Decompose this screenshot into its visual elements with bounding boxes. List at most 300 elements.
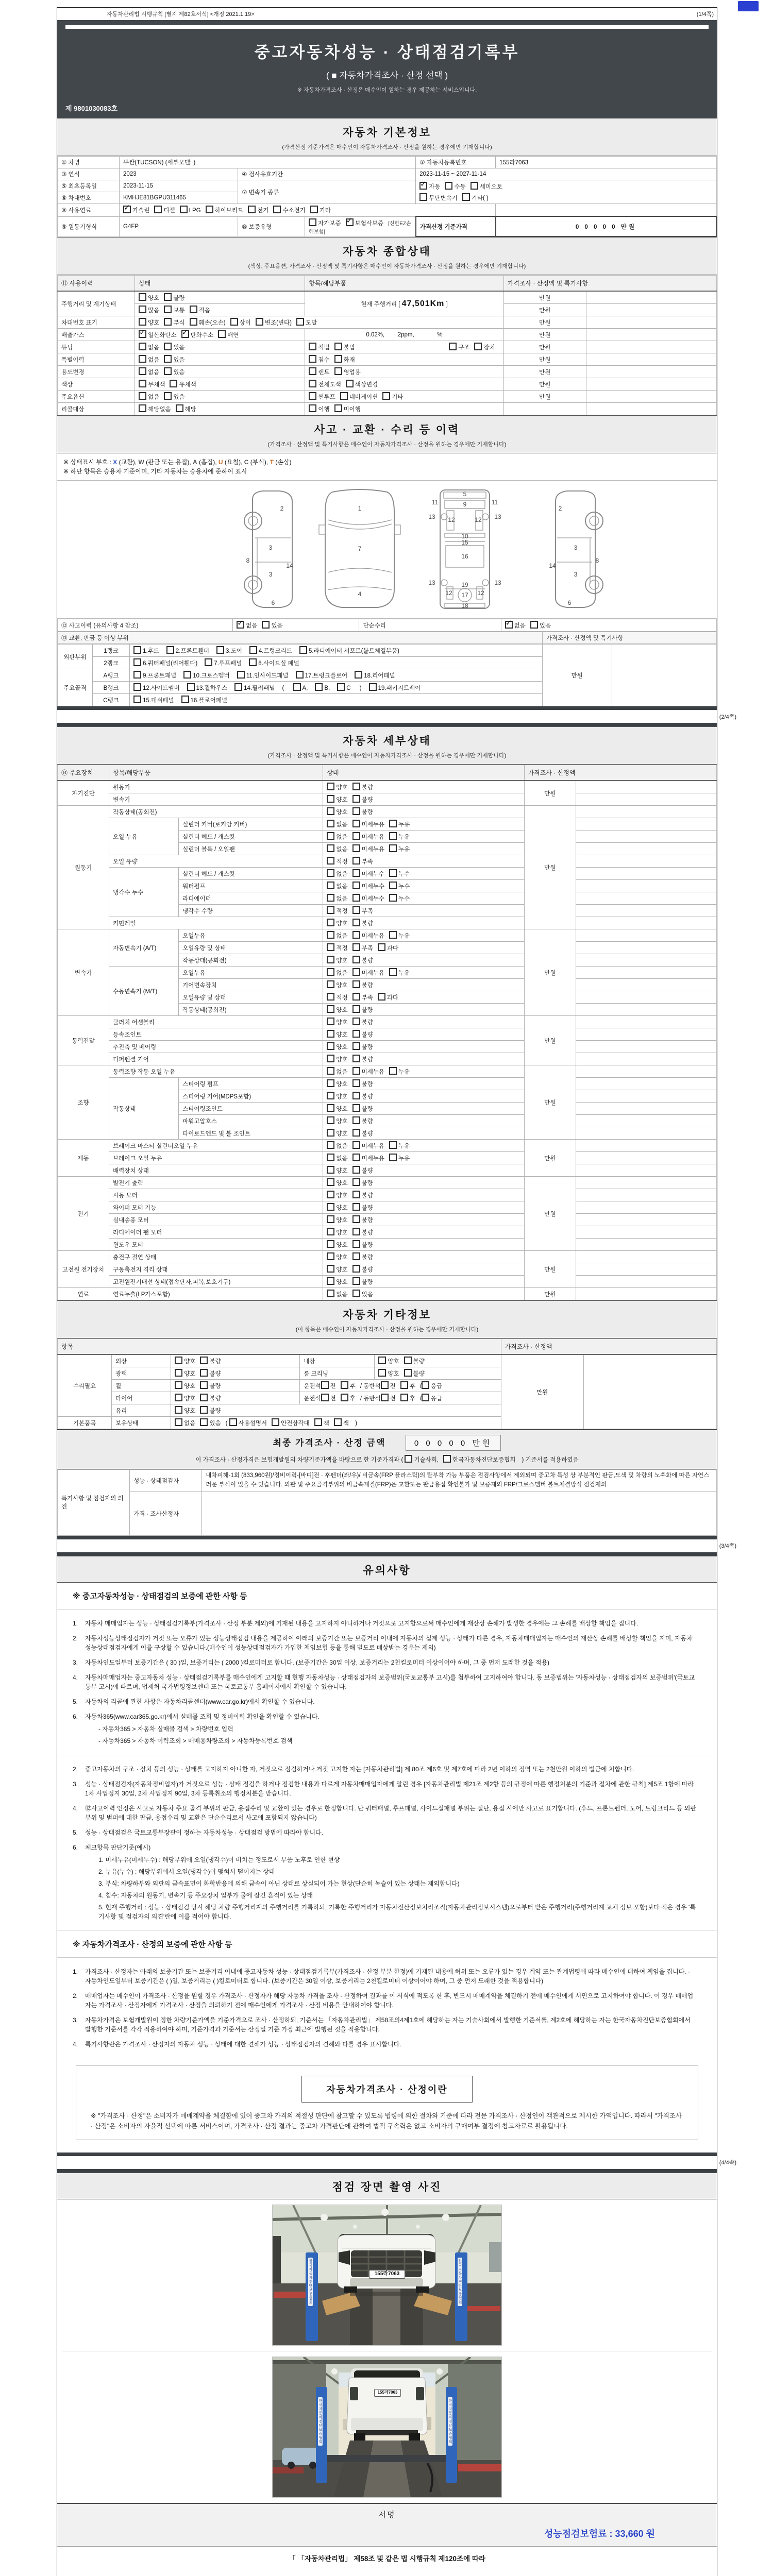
checkbox-option[interactable]: 렌트 <box>309 367 329 376</box>
detail-row: 실린더 블록 / 오일팬 없음 미세누유 누유 <box>58 843 717 855</box>
checkbox-option[interactable]: 잭 <box>334 1418 349 1427</box>
checkbox-option[interactable]: 양호 <box>327 1265 347 1274</box>
vin-mark-row: 차대번호 표기 양호 부식 훼손(오손) 상이 변조(변타) 도말 만원 <box>58 316 717 329</box>
checkbox-option[interactable]: 양호 <box>327 1030 347 1039</box>
checkbox-option[interactable]: 누수 <box>389 894 410 903</box>
checkbox-option[interactable]: 11.인사이드패널 <box>237 671 289 680</box>
checkbox-option[interactable]: 누유 <box>389 931 410 940</box>
checkbox-option[interactable]: 불량 <box>352 1030 373 1039</box>
accident-history-label: ⑫ 사고이력 (유의사항 4 참조) <box>58 619 233 632</box>
checkbox-option[interactable]: 불량 <box>352 1228 373 1236</box>
checkbox-option[interactable]: 구조 <box>449 343 469 351</box>
detail-row: 냉각수 누수 실린더 헤드 / 개스킷 없음 미세누수 누수 <box>58 868 717 880</box>
checkbox-option[interactable]: 미세누유 <box>352 832 384 841</box>
checkbox-option[interactable]: 양호 <box>327 1055 347 1063</box>
notice-item: 6. 자동차365(www.car365.go.kr)에서 실매물 조회 및 정비이력 확인을 확인할 수 있습니다. <box>73 1713 320 1720</box>
checkbox-option[interactable]: 장치 <box>474 343 495 351</box>
checkbox-option[interactable]: 없음 <box>139 392 159 401</box>
checkbox-option[interactable]: ✓ 일산화탄소 <box>139 330 177 339</box>
vehicle-diagram <box>57 481 717 619</box>
checkbox-option[interactable]: 없음 <box>327 1290 347 1298</box>
checkbox-option[interactable]: 없음 <box>327 968 347 977</box>
price-appraisal-box-title: 자동차가격조사 · 산정이란 <box>301 2076 473 2103</box>
checkbox-option[interactable]: 부족 <box>352 993 373 1002</box>
detail-row: 파워고압호스 양호 불량 <box>58 1115 717 1127</box>
checkbox-option[interactable]: 네비게이션 <box>340 392 378 401</box>
checkbox-option[interactable]: 해당없음 <box>139 404 171 413</box>
checkbox-option[interactable]: 부족 <box>352 943 373 952</box>
svg-text:13: 13 <box>428 579 435 586</box>
checkbox-option[interactable]: 미세누유 <box>352 1067 384 1076</box>
checkbox-option[interactable]: 있음 <box>164 355 184 364</box>
notices-list-a <box>57 1609 717 1755</box>
checkbox-option[interactable]: 양호 <box>327 1252 347 1261</box>
checkbox-option[interactable]: 있음 <box>164 392 184 401</box>
checkbox-option[interactable]: 색상변경 <box>346 380 378 388</box>
detail-row: 와이퍼 모터 기능 양호 불량 <box>58 1201 717 1214</box>
checkbox-option[interactable]: 미세누유 <box>352 820 384 828</box>
checkbox-option[interactable]: 적정 <box>327 943 347 952</box>
checkbox-option[interactable]: 디젤 <box>154 206 175 214</box>
checkbox-option[interactable]: 양호 <box>327 1092 347 1100</box>
checkbox-option[interactable]: 불량 <box>352 1277 373 1286</box>
checkbox-option[interactable]: 양호 <box>175 1394 195 1402</box>
checkbox-option[interactable]: 불량 <box>200 1381 221 1390</box>
checkbox-option[interactable]: 양호 <box>327 795 347 804</box>
checkbox-option[interactable]: 양호 <box>327 807 347 816</box>
checkbox-option[interactable]: 불량 <box>352 1215 373 1224</box>
checkbox-option[interactable]: 양호 <box>378 1357 399 1365</box>
checkbox-option[interactable]: 불량 <box>352 795 373 804</box>
viewer-corner-button[interactable] <box>738 1 759 11</box>
section-basic-info-header: 자동차 기본정보 (가격산정 기준가격은 매수인이 자동차가격조사 · 산정을 원하는 경우에만 기재합니다) <box>57 118 717 156</box>
checkbox-option[interactable]: 14.필러패널 <box>234 683 275 692</box>
detail-row: 등속조인트 양호 불량 <box>58 1028 717 1041</box>
checkbox-option[interactable]: 양호 <box>327 1129 347 1138</box>
basic-info-table: ① 차명 투싼(TUCSON) (세부모델: ) ② 자동차등록번호 155라7063 ③ 연식 2023 ④ 검사유효기간 2023-11-15 ~ 2027-11-14 ⑤ 최초등록일 2023-11-15 ⑦ 변속기 종류 ✓자동 수동 세미오토 무단변속기 기타( ) ⑥ 차대번호 KMHJE81BGPU311465 ⑧ 사용연료 ✓ 가솔린 디젤 LPG 하이브리드 전기 수소전기 기타 ⑨ 원동기형식 G4FP ⑩ 보증유형 자가보증 ✓ 보험사보증 [신한EZ손해보험] 가격산정 기준가격 0 0 0 0 0 만원 <box>57 156 717 237</box>
lift-post-label: 한국자동차진단보증협회 <box>318 2397 323 2446</box>
checkbox-option[interactable]: 불량 <box>352 1042 373 1051</box>
checkbox-option[interactable]: 양호 <box>327 1018 347 1026</box>
notice-subitem: 2. 누유(누수) : 해당부위에서 오일(냉각수)이 맺혀서 떨어지는 상태 <box>98 1868 275 1875</box>
checkbox-option[interactable]: 양호 <box>327 1228 347 1236</box>
checkbox-option[interactable]: 많음 <box>139 306 159 314</box>
checkbox-option[interactable]: 부식 <box>164 318 184 327</box>
checkbox-option[interactable]: 8.사이드실 패널 <box>249 658 299 667</box>
section-other-info-header: 자동차 기타정보 (이 항목은 매수인이 자동차가격조사 · 산정을 원하는 경우에만 기재합니다) <box>57 1300 717 1338</box>
svg-text:17: 17 <box>461 591 468 599</box>
checkbox-option[interactable]: 불량 <box>200 1357 221 1365</box>
checkbox-option[interactable]: 없음 <box>327 1154 347 1162</box>
detail-row: 수동변속기 (M/T) 오일누유 없음 미세누유 누유 <box>58 967 717 979</box>
checkbox-option[interactable]: 세미오토 <box>470 182 502 191</box>
inspection-record-document <box>57 7 736 2576</box>
checkbox-option[interactable]: 유채색 <box>170 380 196 388</box>
checkbox-option[interactable]: ✓ 가솔린 <box>123 206 149 214</box>
checkbox-option[interactable]: 3.도어 <box>216 646 242 655</box>
checkbox-option[interactable]: C <box>337 683 350 691</box>
notice-subitem: 5. 현재 주행거리 : 성능 · 상태점검 당시 해당 차량 주행거리계의 주행거리를 기록하되, 기록한 주행거리가 자동차전산정보처리조직(자동차관리정보시스템)으로부터 받은 주행거리(주행거리계 교체 정보 포함)보다 적은 경우 '특기사항 및 점검자의 의견'란에 이를 적어야 합니다. <box>98 1903 696 1920</box>
other-info-table: 항목 가격조사 · 산정액 수리필요 외장 양호 불량 내장 양호 불량 만원 광택 양호 불량 룸 크리닝 양호 불량 휠 양호 불량 운전석 전 후 / 동반석 전 후 / 응급 타이어 양호 불량 운전석 전 후 / 동반석 전 후 / 응급 유리 양호 불량 기본품목 보유상태 없음 있음 ( 사용설명서 안전삼각대 잭 잭 ) <box>57 1338 717 1429</box>
checkbox-option[interactable]: 미세누수 <box>352 894 384 903</box>
checkbox-option[interactable]: 부족 <box>352 857 373 866</box>
notice-item: 3. 성능 · 상태점검자(자동차정비업자)가 거짓으로 성능 · 상태 점검을 하거나 점검한 내용과 다르게 자동차매매업자에게 알린 경우 [자동차관리법 제21조 제2항 등의 규정에 따른 행정처분의 기준과 절차에 관한 규칙] 제5조 1항에 따라 1차 사업정지 30일, 2차 사업정지 90일, 3차 등록취소의 행정처분을 받습니다. <box>73 1780 694 1797</box>
checkbox-option[interactable]: 양호 <box>327 1178 347 1187</box>
checkbox-option[interactable]: 썬루프 <box>309 392 335 401</box>
checkbox-option[interactable]: 하이브리드 <box>206 206 244 214</box>
notice-item: 1. 가격조사 · 산정자는 아래의 보증기간 또는 보증거리 이내에 중고자동차 성능 · 상태점검기록부(가격조사 · 산정 부분 한정)에 기재된 내용에 허위 또는 오류가 있는 경우 계약 또는 관계법령에 따라 매수인에 대하여 책임을 집니다. · 자동차인도일부터 보증기간은 ( )일, 보증거리는 ( )킬로미터로 합니다. (보증기간은 30일 이상, 보증거리는 2천킬로미터 이상이어야 하며, 그 중 먼저 도래한 것을 적용합니다) <box>73 1968 690 1985</box>
checkbox-option[interactable]: ✓ 탄화수소 <box>181 330 213 339</box>
mileage-row: 주행거리 및 계기상태 양호 불량 현재 주행거리 [ 47,501Km ] 만원 <box>58 291 717 304</box>
checkbox-option[interactable]: 있음 <box>262 621 282 630</box>
final-price-label: 최종 가격조사 · 산정 금액 <box>273 1438 386 1448</box>
checkbox-option[interactable]: 미세누유 <box>352 931 384 940</box>
checkbox-option[interactable]: 후 <box>341 1394 356 1402</box>
checkbox-option[interactable]: 미세누수 <box>352 869 384 878</box>
checkbox-option[interactable]: 없음 <box>327 894 347 903</box>
checkbox-option[interactable]: 2.프론트휀더 <box>166 646 209 655</box>
checkbox-option[interactable]: 불량 <box>352 1252 373 1261</box>
checkbox-option[interactable]: ✓ 없음 <box>505 621 526 630</box>
checkbox-option[interactable]: 자가보증 <box>309 218 341 227</box>
svg-text:18: 18 <box>461 602 468 609</box>
checkbox-option[interactable]: 있음 <box>200 1418 221 1427</box>
svg-text:13: 13 <box>428 513 435 520</box>
checkbox-option[interactable]: 불량 <box>352 1005 373 1014</box>
checkbox-option[interactable]: 불량 <box>352 1116 373 1125</box>
notice-item: 4. 특기사항란은 가격조사 · 산정자의 자동차 성능 · 상태에 대한 견해가 성능 · 상태점검자의 견해와 다를 경우 표시합니다. <box>73 2040 401 2048</box>
checkbox-option[interactable]: 누유 <box>389 968 410 977</box>
checkbox-option[interactable]: 불량 <box>352 1055 373 1063</box>
checkbox-option[interactable]: 후 <box>341 1381 356 1390</box>
checkbox-option[interactable]: 침수 <box>309 355 329 364</box>
checkbox-option[interactable]: 없음 <box>327 869 347 878</box>
checkbox-option[interactable]: 과다 <box>378 943 398 952</box>
vehicle-diagram-svg <box>57 484 716 613</box>
checkbox-option[interactable]: 불량 <box>352 783 373 791</box>
checkbox-option[interactable]: 불량 <box>352 1203 373 1212</box>
checkbox-option[interactable]: 불량 <box>352 1191 373 1199</box>
inspection-period-value: 2023-11-15 ~ 2027-11-14 <box>416 168 716 180</box>
svg-text:5: 5 <box>463 490 467 498</box>
checkbox-option[interactable]: 누유 <box>389 1067 410 1076</box>
detail-row: 연료 연료누출(LP가스포함) 없음 있음 만원 <box>58 1288 717 1300</box>
notices-list-b <box>57 1755 717 1931</box>
checkbox-option[interactable]: 불량 <box>352 1092 373 1100</box>
checkbox-option[interactable]: 5.라디에이터 서포트(볼트체결부품) <box>299 646 399 655</box>
checkbox-option[interactable]: 있음 <box>352 1290 373 1298</box>
svg-text:12: 12 <box>475 516 482 523</box>
document-number: 제 9801030083호 <box>65 105 118 112</box>
checkbox-option[interactable]: A, <box>293 683 308 691</box>
checkbox-option[interactable]: 미세누유 <box>352 968 384 977</box>
checkbox-option[interactable]: 전 <box>321 1381 336 1390</box>
checkbox-option[interactable]: 17.트렁크플로어 <box>296 671 348 680</box>
checkbox-option[interactable]: 보통 <box>164 306 184 314</box>
checkbox-option[interactable]: 한국자동차진단보증협회 <box>443 1455 515 1464</box>
checkbox-option[interactable]: 적음 <box>190 306 210 314</box>
checkbox-option[interactable]: 양호 <box>327 1203 347 1212</box>
svg-text:11: 11 <box>491 499 498 506</box>
checkbox-option[interactable]: 누수 <box>389 869 410 878</box>
checkbox-option[interactable]: 불량 <box>352 1018 373 1026</box>
checkbox-option[interactable]: 미세누수 <box>352 882 384 890</box>
checkbox-option[interactable]: 영업용 <box>334 367 361 376</box>
checkbox-option[interactable]: ✓ 보험사보증 <box>346 218 384 227</box>
checkbox-option[interactable]: 불량 <box>404 1369 425 1378</box>
notice-item: 3. 자동차가격은 보험개발원이 정한 차량기준가액을 기준가격으로 조사 · 산정하되, 기준서는 「자동차관리법」 제58조의4제1호에 해당하는 자는 기술사회에서 발행한 기준서를, 제2호에 해당하는 자는 한국자동차진단보증협회에서 발행한 기준서를 각각 적용하여야 하며, 기준가격과 기준서는 산정일 기준 가장 최근에 발행된 것을 적용합니다. <box>73 2016 691 2033</box>
checkbox-option[interactable]: 훼손(오손) <box>190 318 226 327</box>
detail-row: 기어변속장치 양호 불량 <box>58 979 717 991</box>
form-caption <box>57 8 717 20</box>
checkbox-option[interactable]: 양호 <box>327 783 347 791</box>
checkbox-option[interactable]: 양호 <box>327 1277 347 1286</box>
checkbox-option[interactable]: 1.후드 <box>133 646 159 655</box>
checkbox-option[interactable]: 양호 <box>175 1406 195 1415</box>
checkbox-option[interactable]: 있음 <box>164 367 184 376</box>
special-history-row: 특별이력 없음 있음 침수 화재 만원 <box>58 353 717 366</box>
detail-row: 변속기 자동변속기 (A/T) 오일누유 없음 미세누유 누유 만원 <box>58 929 717 942</box>
final-price-row <box>57 1429 717 1469</box>
checkbox-option[interactable]: 양호 <box>139 318 159 327</box>
checkbox-option[interactable]: 불량 <box>352 1104 373 1113</box>
checkbox-option[interactable]: 기타( ) <box>462 193 489 202</box>
checkbox-option[interactable]: 미세누유 <box>352 1154 384 1162</box>
checkbox-option[interactable]: 누유 <box>389 1141 410 1150</box>
checkbox-option[interactable]: 전 <box>321 1394 336 1402</box>
checkbox-option[interactable]: 상이 <box>230 318 251 327</box>
checkbox-option[interactable]: 없음 <box>327 931 347 940</box>
checkbox-option[interactable]: 불량 <box>200 1394 221 1402</box>
svg-text:14: 14 <box>286 562 293 569</box>
checkbox-option[interactable]: 9.프론트패널 <box>133 671 176 680</box>
checkbox-option[interactable]: 불량 <box>352 1240 373 1249</box>
checkbox-option[interactable]: 잭 <box>314 1418 329 1427</box>
legend-note: ※ 하단 항목은 승용차 기준이며, 기타 자동차는 승용차에 준하여 표시 <box>63 468 247 475</box>
inspection-photo-front <box>272 2205 502 2346</box>
detail-row: 커먼레일 양호 불량 <box>58 917 717 929</box>
checkbox-option[interactable]: B, <box>315 683 330 691</box>
section-detail-state-header: 자동차 세부상태 (가격조사 · 산정액 및 특기사항은 매수인이 자동차가격조사 · 산정을 원하는 경우에만 기재합니다) <box>57 726 717 765</box>
checkbox-option[interactable]: 응급 <box>422 1381 442 1390</box>
checkbox-option[interactable]: 수동 <box>445 182 465 191</box>
checkbox-option[interactable]: 양호 <box>327 1042 347 1051</box>
checkbox-option[interactable]: 불법 <box>334 343 355 351</box>
checkbox-option[interactable]: 양호 <box>327 1191 347 1199</box>
svg-text:14: 14 <box>549 562 556 569</box>
checkbox-option[interactable]: 16.플로어패널 <box>181 696 228 704</box>
checkbox-option[interactable]: 화재 <box>334 355 355 364</box>
checkbox-option[interactable]: 양호 <box>327 1104 347 1113</box>
checkbox-option[interactable]: 후 <box>400 1394 415 1402</box>
checkbox-option[interactable]: 없음 <box>327 820 347 828</box>
checkbox-option[interactable]: LPG <box>180 206 201 214</box>
checkbox-option[interactable]: 불량 <box>200 1406 221 1415</box>
checkbox-option[interactable]: 양호 <box>327 1166 347 1175</box>
year-value: 2023 <box>120 168 238 180</box>
checkbox-option[interactable]: 18.리어패널 <box>355 671 395 680</box>
car-name-label: ① 차명 <box>58 157 120 168</box>
notices-list-c <box>57 1958 717 2059</box>
checkbox-option[interactable]: 없음 <box>139 355 159 364</box>
detail-row: 조향 동력조향 작동 오일 누유 없음 미세누유 누유 만원 <box>58 1065 717 1078</box>
detail-row: 구동축전지 격리 상태 양호 불량 <box>58 1263 717 1276</box>
checkbox-option[interactable]: 7.루프패널 <box>205 658 242 667</box>
notice-item: 6. 체크항목 판단기준(예시) <box>73 1843 151 1851</box>
recall-row: 리콜대상 해당없음 해당 이행 미이행 <box>58 403 717 415</box>
checkbox-option[interactable]: 누수 <box>389 882 410 890</box>
checkbox-option[interactable]: 미이행 <box>334 404 361 413</box>
base-price-value: 0 0 0 0 0 만원 <box>496 216 716 236</box>
checkbox-option[interactable]: 후 <box>400 1381 415 1390</box>
checkbox-option[interactable]: 기타 <box>310 206 331 214</box>
checkbox-option[interactable]: 양호 <box>327 1116 347 1125</box>
checkbox-option[interactable]: 4.트렁크리드 <box>249 646 292 655</box>
checkbox-option[interactable]: 누유 <box>389 820 410 828</box>
checkbox-option[interactable]: 불량 <box>200 1369 221 1378</box>
checkbox-option[interactable]: 미세누유 <box>352 844 384 853</box>
checkbox-option[interactable]: 양호 <box>327 1079 347 1088</box>
detail-row: 오일 유량 적정 부족 <box>58 855 717 868</box>
checkbox-option[interactable]: 불량 <box>352 1129 373 1138</box>
checkbox-option[interactable]: 부족 <box>352 906 373 915</box>
checkbox-option[interactable]: 적법 <box>309 343 329 351</box>
checkbox-option[interactable]: 전기 <box>248 206 268 214</box>
checkbox-option[interactable]: 불량 <box>164 293 184 302</box>
reg-no-label: ② 자동차등록번호 <box>416 157 496 168</box>
checkbox-option[interactable]: 과다 <box>378 993 398 1002</box>
checkbox-option[interactable]: 이행 <box>309 404 329 413</box>
svg-text:3: 3 <box>268 544 273 551</box>
detail-row: 스티어링조인트 양호 불량 <box>58 1103 717 1115</box>
checkbox-option[interactable]: 응급 <box>422 1394 442 1402</box>
checkbox-option[interactable]: 양호 <box>327 980 347 989</box>
emission-values: 0.02%, 2ppm, % <box>305 329 503 341</box>
checkbox-option[interactable]: 양호 <box>175 1369 195 1378</box>
checkbox-option[interactable]: 15.대쉬패널 <box>133 696 174 704</box>
checkbox-option[interactable]: 양호 <box>327 1240 347 1249</box>
notice-subitem: 4. 침수: 자동차의 원동기, 변속기 등 주요장치 일부가 물에 잠긴 흔적이 있는 상태 <box>98 1891 313 1899</box>
legal-footer: 「 「자동차관리법」 제58조 및 같은 법 시행규칙 제120조에 따라 <box>57 2546 717 2576</box>
inspection-photo-rear <box>272 2357 502 2498</box>
checkbox-option[interactable]: 전 <box>381 1381 396 1390</box>
checkbox-option[interactable]: 없음 <box>327 844 347 853</box>
checkbox-option[interactable]: 없음 <box>139 343 159 351</box>
checkbox-option[interactable]: 불량 <box>352 980 373 989</box>
notice-item: 2. 매매업자는 매수인이 가격조사 · 산정을 원할 경우 가격조사 · 산정자가 해당 자동차 가격을 조사 · 산정하여 결과를 이 서식에 적도록 한 후, 반드시 매매계약을 체결하기 전에 매수인에게 서면으로 고지하여야 합니다. 이 경우 매매업자는 가격조사 · 산정자에게 가격조사 · 산정을 의뢰하기 전에 매수인에게 가격조사 · 산정 비용을 안내하여야 합니다. <box>73 1992 694 2009</box>
checkbox-option[interactable]: 전체도색 <box>309 380 341 388</box>
checkbox-option[interactable]: 무단변속기 <box>419 193 458 202</box>
svg-text:19: 19 <box>461 581 468 588</box>
checkbox-option[interactable]: 13.휠하우스 <box>187 683 227 692</box>
checkbox-option[interactable]: 불량 <box>352 1166 373 1175</box>
checkbox-option[interactable]: 누유 <box>389 1154 410 1162</box>
detail-row: 작동상태 스티어링 펌프 양호 불량 <box>58 1078 717 1090</box>
checkbox-option[interactable]: ✓ 없음 <box>237 621 257 630</box>
checkbox-option[interactable]: 변조(변타) <box>256 318 292 327</box>
checkbox-option[interactable]: 기술사회, <box>405 1455 439 1464</box>
checkbox-option[interactable]: 적정 <box>327 857 347 866</box>
detail-state-table: ⑭ 주요장치 항목/해당부품 상태 가격조사 · 산정액 자기진단 원동기 양호 불량 만원 변속기 양호 불량 원동기 작동상태(공회전) 양호 불량 만원 오일 누유 실린더 커버(로커암 커버) 없음 미세누유 누유 실린더 헤드 / 개스킷 없음 미세누유 누유 실린더 블록 / 오일팬 없음 미세누유 누유 오일 유량 적정 부족 냉각수 누수 실린더 헤드 / 개스킷 없음 미세누수 누수 워터펌프 없음 미세누수 누수 라디에이터 없음 미세누수 누수 냉각수 수량 적정 부족 커먼레일 양호 불량 변속기 자동변속기 (A/T) 오일누유 없음 미세누유 누유 만원 오일유량 및 상태 적정 부족 과다 작동상태(공회전) 양호 불량 수동변속기 (M/T) 오일누유 없음 미세누유 누유 기어변속장치 양호 불량 오일유량 및 상태 적정 부족 과다 작동상태(공회전) 양호 불량 동력전달 클러치 어셈블리 양호 불량 만원 등속조인트 양호 불량 추진축 및 베어링 양호 불량 디퍼렌셜 기어 양호 불량 조향 동력조향 작동 오일 누유 없음 미세누유 누유 만원 작동상태 스티어링 펌프 양호 불량 스티어링 기어(MDPS포함) 양호 불량 스티어링조인트 양호 불량 파워고압호스 양호 불량 타이로드엔드 및 볼 조인트 양호 불량 제동 브레이크 마스터 실린더오일 누유 없음 미세누유 누유 만원 브레이크 오일 누유 없음 미세누유 누유 배력장치 상태 양호 불량 전기 발전기 출력 양호 불량 만원 시동 모터 양호 불량 와이퍼 모터 기능 양호 불량 실내송풍 모터 양호 불량 라디에이터 팬 모터 양호 불량 윈도우 모터 양호 불량 고전원 전기장치 충전구 절연 상태 양호 불량 만원 구동축전지 격리 상태 양호 불량 고전원전기배선 상태(접속단자,피복,보호기구) 양호 불량 연료 연료누출(LP가스포함) 없음 있음 만원 <box>57 765 717 1300</box>
checkbox-option[interactable]: 불량 <box>352 919 373 927</box>
checkbox-option[interactable]: 양호 <box>327 956 347 964</box>
checkbox-option[interactable]: 없음 <box>327 1067 347 1076</box>
checkbox-option[interactable]: 도말 <box>296 318 317 327</box>
checkbox-option[interactable]: 양호 <box>327 1005 347 1014</box>
checkbox-option[interactable]: 적정 <box>327 906 347 915</box>
checkbox-option[interactable]: ✓자동 <box>419 182 440 191</box>
checkbox-option[interactable]: 불량 <box>404 1357 425 1365</box>
checkbox-option[interactable]: 없음 <box>327 1141 347 1150</box>
checkbox-option[interactable]: 양호 <box>175 1357 195 1365</box>
checkbox-option[interactable]: 무채색 <box>139 380 165 388</box>
checkbox-option[interactable]: 안전삼각대 <box>272 1418 310 1427</box>
svg-text:12: 12 <box>445 589 452 597</box>
checkbox-option[interactable]: 기타 <box>382 392 403 401</box>
checkbox-option[interactable]: 양호 <box>327 919 347 927</box>
checkbox-option[interactable]: 불량 <box>352 956 373 964</box>
lift-post-label: 한국자동차진단보증협회 <box>458 2258 462 2306</box>
checkbox-option[interactable]: 수소전기 <box>273 206 305 214</box>
checkbox-option[interactable]: 불량 <box>352 1178 373 1187</box>
svg-text:1: 1 <box>358 505 362 512</box>
checkbox-option[interactable]: 양호 <box>139 293 159 302</box>
checkbox-option[interactable]: 있음 <box>164 343 184 351</box>
checkbox-option[interactable]: 양호 <box>175 1381 195 1390</box>
detail-row: 브레이크 오일 누유 없음 미세누유 누유 <box>58 1152 717 1164</box>
document-note: ※ 자동차가격조사 · 산정은 매수인이 원하는 경우 제공하는 서비스입니다. <box>297 87 477 93</box>
lift-post-label: 한국자동차진단보증협회 <box>448 2397 452 2446</box>
rank-row: 외판부위 1랭크 1.후드 2.프론트휀더 3.도어 4.트렁크리드 5.라디에이터 서포트(볼트체결부품) 만원 <box>58 645 717 657</box>
checkbox-option[interactable]: 불량 <box>352 1265 373 1274</box>
checkbox-option[interactable]: 불량 <box>352 807 373 816</box>
checkbox-option[interactable]: 누유 <box>389 832 410 841</box>
checkbox-option[interactable]: 6.쿼터패널(리어휀다) <box>133 658 197 667</box>
detail-row: 스티어링 기어(MDPS포함) 양호 불량 <box>58 1090 717 1103</box>
detail-row: 냉각수 수량 적정 부족 <box>58 905 717 917</box>
title-block <box>57 20 717 118</box>
rank-row: C랭크 15.대쉬패널 16.플로어패널 <box>58 694 717 706</box>
svg-text:7: 7 <box>358 545 362 552</box>
checkbox-option[interactable]: 없음 <box>139 367 159 376</box>
checkbox-option[interactable]: 전 <box>381 1394 396 1402</box>
notice-item: 4. ⑫사고이력 인정은 사고로 자동차 주요 골격 부위의 판금, 용접수리 및 교환이 있는 경우로 한정합니다. 단 쿼터패널, 루프패널, 사이드실패널 부위는 절단, 용접 시에만 사고로 표기합니다. (후드, 프론트펜더, 도어, 트렁크리드 등 외판 부위 및 범퍼에 대한 판금, 용접수리 및 교환은 단순수리로서 사고에 포함되지 않습니다) <box>73 1804 696 1821</box>
lift-post-label: 한국자동차진단보증협회 <box>308 2258 313 2306</box>
checkbox-option[interactable]: 19.패키지트레이 <box>369 683 421 692</box>
notice-item: 3. 자동차인도일부터 보증기간은 ( 30 )일, 보증거리는 ( 2000 )킬로미터로 합니다. (보증기간은 30일 이상, 보증거리는 2천킬로미터 이상이어야 하며, 그 중 먼저 도래한 것을 적용) <box>73 1658 550 1666</box>
accident-history-row <box>57 619 717 632</box>
checkbox-option[interactable]: 12.사이드멤버 <box>133 683 180 692</box>
checkbox-option[interactable]: 적정 <box>327 993 347 1002</box>
checkbox-option[interactable]: 10.크로스멤버 <box>183 671 230 680</box>
page-marker-1: (1/4쪽) <box>696 11 714 18</box>
checkbox-option[interactable]: 없음 <box>327 832 347 841</box>
checkbox-option[interactable]: 없음 <box>175 1418 195 1427</box>
checkbox-option[interactable]: 없음 <box>327 882 347 890</box>
checkbox-option[interactable]: 있음 <box>530 621 551 630</box>
checkbox-option[interactable]: 양호 <box>378 1369 399 1378</box>
checkbox-option[interactable]: 누유 <box>389 844 410 853</box>
checkbox-option[interactable]: 미세누유 <box>352 1141 384 1150</box>
checkbox-option[interactable]: 사용설명서 <box>229 1418 267 1427</box>
opinions-table: 특기사항 및 점검자의 의견 성능 · 상태점검자 내차피해-1회 (833,960원)/정비이력-[바디]전 · 후펜더(좌/우)/ 비금속(FRP 플라스틱)의 탈부착 가능 부품은 점검사항에서 제외되며 중고차 특성 상 부분적인 판금,도색 및 차량의 노후화에 따른 자연스러운 부식이 있을 수 있습니다. 외판 및 주요골격부위의 비금속재질(FRP)은 교환또는 판금용접 확인불가 및 보증제외 FRP/크로스멤버 볼트체결방식 점검제외 가격 · 조사산정자 <box>57 1469 717 1536</box>
svg-text:3: 3 <box>268 571 273 578</box>
checkbox-option[interactable]: 매연 <box>218 330 239 339</box>
checkbox-option[interactable]: 해당 <box>176 404 196 413</box>
checkbox-option[interactable]: 양호 <box>327 1215 347 1224</box>
svg-text:12: 12 <box>448 516 455 523</box>
checkbox-option[interactable]: 불량 <box>352 1079 373 1088</box>
